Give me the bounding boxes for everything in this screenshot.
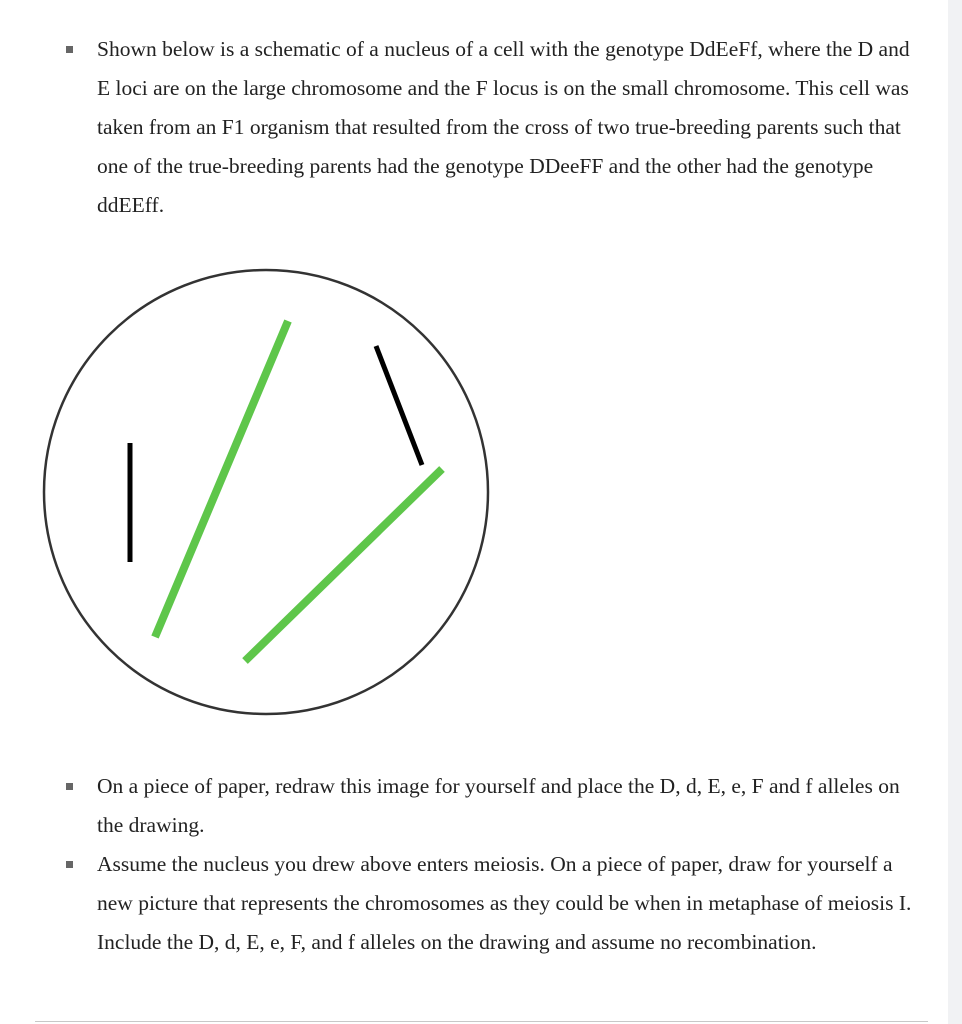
square-bullet-icon [66, 861, 73, 868]
nucleus-schematic [40, 265, 496, 721]
instruction-list [0, 767, 940, 962]
intro-list [0, 30, 940, 225]
intro-text: Shown below is a schematic of a nucleus of a cell with the genotype DdEeFf, where the D and E loci are on the large chromosome and the F locus is on the small chromosome. This cell was taken from an F1 organism that resulted from the cross of two true-breeding parents such that one of the true-breeding parents had the genotype DDeeFF and the other had the genotype ddEEff. [97, 37, 910, 217]
large-chromosome-2 [245, 469, 442, 661]
scrollbar-track[interactable] [948, 0, 962, 1024]
square-bullet-icon [66, 783, 73, 790]
instruction-item-meiosis [0, 845, 940, 962]
large-chromosome-1 [155, 321, 288, 637]
square-bullet-icon [66, 46, 73, 53]
small-chromosome-2 [376, 346, 422, 465]
bottom-divider [35, 1021, 928, 1022]
instruction-item-redraw [0, 767, 940, 845]
intro-bullet [0, 30, 940, 225]
instruction-text: On a piece of paper, redraw this image for yourself and place the D, d, E, e, F and f alleles on the drawing. [97, 774, 900, 837]
instruction-text: Assume the nucleus you drew above enters meiosis. On a piece of paper, draw for yourself a new picture that represents the chromosomes as they could be when in metaphase of meiosis I. Include the D, d, E, e, F, and f alleles on the drawing and assume no recombination. [97, 852, 912, 954]
